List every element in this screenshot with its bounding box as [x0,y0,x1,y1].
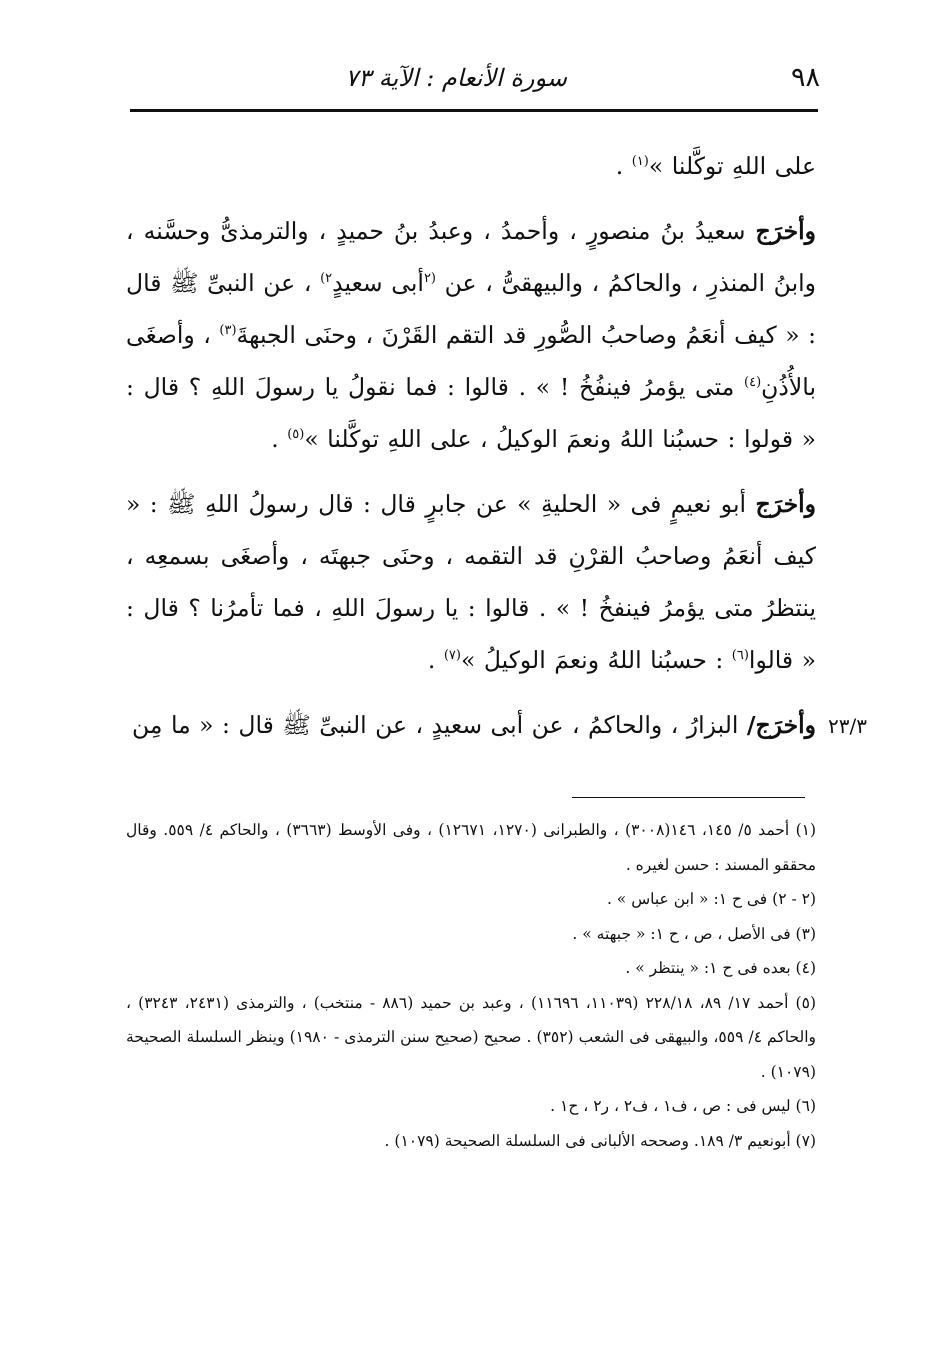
footnote: (١) أحمد ٥/ ١٤٥، ١٤٦(٣٠٠٨) ، والطبرانى (١٢٧٠، ١٢٦٧١) ، وفى الأوسط (٣٦٦٣) ، والحاكم ٤/ ٥٥٩. وقال محققو المسند : حسن لغيره . [126,821,817,874]
paragraph-text: أبى سعيدٍ [332,269,424,297]
footnote-marker: (٥) [287,427,305,443]
paragraph-text: سعيدُ بنُ منصورٍ ، وأحمدُ ، وعبدُ بنُ حميدٍ ، والترمذىُّ وحسَّنه ، وابنُ المنذرِ ، والحاكمُ ، والبيهقىُّ ، عن [126,217,816,297]
footnote: (٢ - ٢) فى ح ١: « ابن عباس » . [606,890,816,908]
running-header [130,62,820,106]
paragraph-text: متى يؤمرُ فينفُخُ ! » . قالوا : فما نقولُ يا رسولَ اللهِ ؟ قال : « قولوا : حسبُنا اللهُ ونعمَ الوكيلُ ، على اللهِ توكَّلنا » [126,373,816,453]
footnote-marker: (١) [631,154,649,170]
main-text [126,140,816,764]
paragraph-text: . [615,152,632,180]
header-rule [130,109,818,112]
lead-word: وأخرَج/ [746,711,816,739]
paragraph [126,205,816,465]
footnote: (٦) ليس فى : ص ، ف١ ، ف٢ ، ر٢ ، ح١ . [550,1097,816,1115]
footnote-marker: (٣) [219,323,237,339]
footnote-marker: (٧) [443,648,461,664]
paragraph-text: البزارُ ، والحاكمُ ، عن أبى سعيدٍ ، عن النبىِّ ﷺ قال : « ما مِن [132,711,747,739]
paragraph-text: على اللهِ توكَّلنا » [648,152,816,180]
paragraph-text: . [271,425,288,453]
footnote-marker: (٤) [744,375,762,391]
paragraph [126,699,816,751]
paragraph [126,140,816,192]
paragraph-text: : حسبُنا اللهُ ونعمَ الوكيلُ » [460,646,732,674]
footnotes [126,813,816,1158]
footnote: (٣) فى الأصل ، ص ، ح ١: « جبهته » . [572,924,816,943]
footnote: (٤) بعده فى ح ١: « ينتظر » . [625,959,816,977]
lead-word: وأخرَج [755,490,816,518]
footnote: (٥) أحمد ١٧/ ٨٩، ٢٢٨/١٨ (١١٠٣٩، ١١٦٩٦) ، وعبد بن حميد (٨٨٦ - منتخب) ، والترمذى (٢٤٣١، ٣٢٤٣) ، والحاكم ٤/ ٥٥٩، والبيهقى فى الشعب (٣٥٢) . صحيح (صحيح سنن الترمذى - ١٩٨٠) وينظر السلسلة الصحيحة (١٠٧٩) . [126,993,816,1081]
paragraph [126,478,816,686]
footnote-marker: (٢ [423,271,436,287]
lead-word: وأخرَج [755,217,816,245]
page-number: ٩٨ [790,62,820,93]
paragraph-text: ، عن النبىِّ ﷺ قال : « كيف أنعَمُ وصاحبُ الصُّورِ قد التقم القَرْنَ ، وحنَى الجبهةَ [126,269,817,349]
margin-page-reference: ٢٣/٣ [828,714,867,738]
paragraph-text: أبو نعيمٍ فى « الحليةِ » عن جابرٍ قال : قال رسولُ اللهِ ﷺ : « كيف أنعَمُ وصاحبُ القرْنِ قد التقمه ، وحنَى جبهتَه ، وأصغَى بسمعِه ، ينتظرُ متى يؤمرُ فينفخُ ! » . قالوا : يا رسولَ اللهِ ، فما تأمرُنا ؟ قال : « قالوا [126,490,816,674]
footnote-rule [572,797,805,798]
running-title: سورة الأنعام : الآية ٧٣ [345,64,567,92]
paragraph-text: ، وأصغَى بالأُذُنِ [126,321,816,401]
footnote-marker: ٢) [320,271,333,287]
footnote-marker: (٦) [731,648,749,664]
footnote: (٧) أبونعيم ٣/ ١٨٩. وصححه الألبانى فى السلسلة الصحيحة (١٠٧٩) . [384,1131,816,1150]
paragraph-text: . [427,646,444,674]
